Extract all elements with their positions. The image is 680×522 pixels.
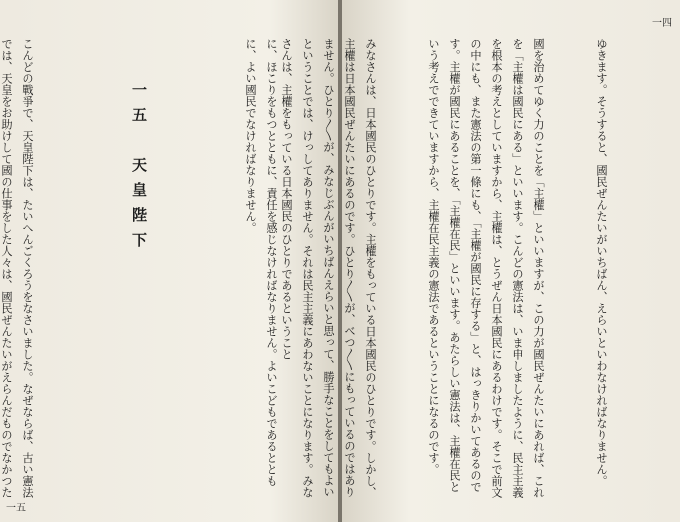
right-page (280, 0, 680, 522)
paragraph: ゆきます。そうすると、國民ぜんたいがいちばん、えらいといわなければなりません。 (595, 38, 608, 487)
right-page-text (280, 38, 654, 498)
paragraph: 國を治めてゆく力のことを「主權」といいますが、この力が國民ぜんたいにあれば、これを「主權は國民にある」といいます。こんどの憲法は、いま申しましたように、民主主義を根本の考えとしていますから、主權は、とうぜん日本國民にあるわけです。そこで前文の中にも、また憲法の第一條にも、「主權が國民に存する」と、はっきりかいてあるのです。主權が國民にあることを、「主權在民」といいます。あたらしい憲法は、主權在民という考えでできていますから、主權在民主義の憲法であるということになるのです。 (427, 38, 545, 498)
paragraph: こんどの戰爭で、天皇陛下は、たいへんごくろうをなさいました。なぜならば、古い憲法では、天皇をお助けして國の仕事をした人々は、國民ぜんたいがえらんだものでなかつた (0, 38, 34, 498)
paragraph: みなさんは、日本國民のひとりです。主權をもっている日本國民のひとりです。しかし、主權は日本國民ぜんたいにあるのです。ひとり〳〵が、べつ〳〵にもっているのではありません。ひとり〳〵が、みなじぶんがいちばんえらいと思って、勝手なことをしてもよいということでは、けっしてありません。それは民主主義にあわないことになります。みなさんは、主權をもっている日本國民のひとりであるということ (280, 38, 377, 498)
page-number: 一四 (652, 18, 672, 29)
paragraph: に、ほこりをもつとともに、責任を感じなければなりません。よいこどもであるとともに、よい國民でなければなりません。 (244, 38, 278, 487)
page-number: 一五 (6, 503, 26, 514)
section-heading: 一五 天皇陛下 (130, 82, 148, 257)
